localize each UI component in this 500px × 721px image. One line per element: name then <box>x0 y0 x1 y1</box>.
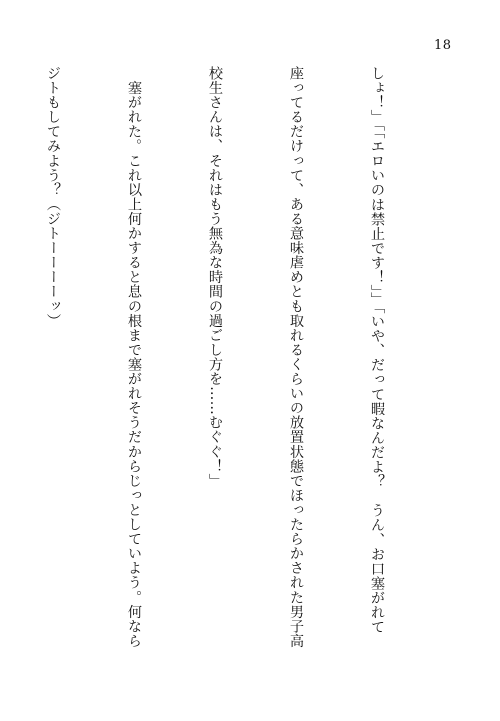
text-line: 校生さんは、それはもう無為な時間の過ごし方を……むぐぐ！」 <box>207 66 223 488</box>
text-line: しょ！」「「エロいのは禁止です！」」「いや、だって暇なんだよ？ うん、お口塞がれて <box>369 66 385 635</box>
vertical-text-block <box>0 66 444 646</box>
page-number: 18 <box>434 38 452 53</box>
text-line: 塞がれた。これ以上何かすると息の根まで塞がれそうだからじっとしていよう。何なら <box>126 66 142 648</box>
text-line: ジトもしてみよう？（ジトーーーーッ） <box>45 66 61 328</box>
text-line: 座ってるだけって、ある意味虐めとも取れるくらいの放置状態でほったらかされた男子高 <box>288 66 304 648</box>
